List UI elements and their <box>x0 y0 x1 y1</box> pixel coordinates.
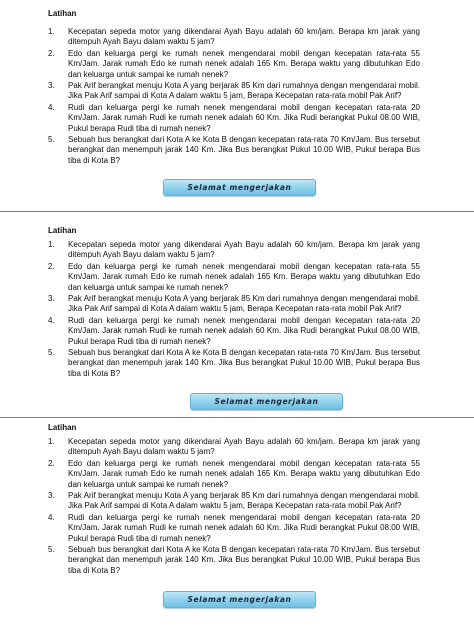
question-text: Pak Arif berangkat menuju Kota A yang berjarak 85 Km dari rumahnya dengan mengendarai mobil. Jika Pak Arif sampai di Kota A dalam waktu 5 jam, Berapa Kecepatan rata-rata mobil Pak Arif? <box>68 294 420 314</box>
question-item <box>48 545 420 576</box>
question-number: 2. <box>48 261 55 271</box>
question-text: Rudi dan keluarga pergi ke rumah nenek mengendarai mobil dengan kecepatan rata-rata 20 Km/Jam. Jarak rumah Rudi ke rumah nenek adalah 60 Km. Jika Rudi berangkat Pukul 08.00 WIB, Pukul berapa Rudi tiba di rumah nenek? <box>68 315 420 346</box>
question-number: 4. <box>48 102 55 112</box>
question-text: Edo dan keluarga pergi ke rumah nenek mengendarai mobil dengan kecepatan rata-rata 55 Km/Jam. Jarak rumah Edo ke rumah nenek adalah 165 Km. Berapa waktu yang dibutuhkan Edo dan keluarga untuk sampai ke rumah nenek? <box>68 458 420 489</box>
closing-banner <box>163 591 316 608</box>
worksheet-title: Latihan <box>48 226 77 235</box>
question-text: Kecepatan sepeda motor yang dikendarai Ayah Bayu adalah 60 km/jam. Berapa km jarak yang ditempuh Ayah Bayu dalam waktu 5 jam? <box>68 240 420 260</box>
question-text: Pak Arif berangkat menuju Kota A yang berjarak 85 Km dari rumahnya dengan mengendarai mobil. Jika Pak Arif sampai di Kota A dalam waktu 5 jam, Berapa Kecepatan rata-rata mobil Pak Arif? <box>68 491 420 511</box>
question-item <box>48 262 420 293</box>
question-number: 5. <box>48 348 55 358</box>
question-number: 4. <box>48 512 55 522</box>
question-number: 3. <box>48 81 55 91</box>
question-text: Sebuah bus berangkat dari Kota A ke Kota B dengan kecepatan rata-rata 70 Km/Jam. Bus tersebut berangkat dan menempuh jarak 140 Km. Jika Bus berangkat Pukul 10.00 WIB, Pukul berapa Bus tiba di Kota B? <box>68 348 420 378</box>
question-item <box>48 135 420 166</box>
question-number: 4. <box>48 315 55 325</box>
question-text: Edo dan keluarga pergi ke rumah nenek mengendarai mobil dengan kecepatan rata-rata 55 Km/Jam. Jarak rumah Edo ke rumah nenek adalah 165 Km. Berapa waktu yang dibutuhkan Edo dan keluarga untuk sampai ke rumah nenek? <box>68 48 420 79</box>
question-list <box>48 27 420 166</box>
question-item <box>48 81 420 102</box>
question-text: Kecepatan sepeda motor yang dikendarai Ayah Bayu adalah 60 km/jam. Berapa km jarak yang ditempuh Ayah Bayu dalam waktu 5 jam? <box>68 437 420 457</box>
question-number: 5. <box>48 545 55 555</box>
question-item <box>48 316 420 347</box>
closing-banner-text: Selamat mengerjakan <box>187 595 292 604</box>
page-divider <box>0 211 474 212</box>
question-text: Sebuah bus berangkat dari Kota A ke Kota B dengan kecepatan rata-rata 70 Km/Jam. Bus tersebut berangkat dan menempuh jarak 140 Km. Jika Bus berangkat Pukul 10.00 WIB, Pukul berapa Bus tiba di Kota B? <box>68 135 420 165</box>
question-item <box>48 513 420 544</box>
question-item <box>48 294 420 315</box>
worksheet-title: Latihan <box>48 423 77 432</box>
question-text: Pak Arif berangkat menuju Kota A yang berjarak 85 Km dari rumahnya dengan mengendarai mobil. Jika Pak Arif sampai di Kota A dalam waktu 5 jam, Berapa Kecepatan rata-rata mobil Pak Arif? <box>68 81 420 101</box>
question-item <box>48 240 420 261</box>
question-text: Sebuah bus berangkat dari Kota A ke Kota B dengan kecepatan rata-rata 70 Km/Jam. Bus tersebut berangkat dan menempuh jarak 140 Km. Jika Bus berangkat Pukul 10.00 WIB, Pukul berapa Bus tiba di Kota B? <box>68 545 420 575</box>
question-item <box>48 491 420 512</box>
question-number: 2. <box>48 458 55 468</box>
closing-banner <box>190 393 343 410</box>
question-text: Rudi dan keluarga pergi ke rumah nenek mengendarai mobil dengan kecepatan rata-rata 20 Km/Jam. Jarak rumah Rudi ke rumah nenek adalah 60 Km. Jika Rudi berangkat Pukul 08.00 WIB, Pukul berapa Rudi tiba di rumah nenek? <box>68 512 420 543</box>
question-number: 5. <box>48 135 55 145</box>
closing-banner-text: Selamat mengerjakan <box>214 397 319 406</box>
question-number: 3. <box>48 491 55 501</box>
question-text: Rudi dan keluarga pergi ke rumah nenek mengendarai mobil dengan kecepatan rata-rata 20 Km/Jam. Jarak rumah Rudi ke rumah nenek adalah 60 Km. Jika Rudi berangkat Pukul 08.00 WIB, Pukul berapa Rudi tiba di rumah nenek? <box>68 102 420 133</box>
question-number: 3. <box>48 294 55 304</box>
question-number: 1. <box>48 27 55 36</box>
question-item <box>48 103 420 134</box>
question-number: 1. <box>48 240 55 249</box>
question-item <box>48 49 420 80</box>
question-text: Edo dan keluarga pergi ke rumah nenek mengendarai mobil dengan kecepatan rata-rata 55 Km/Jam. Jarak rumah Edo ke rumah nenek adalah 165 Km. Berapa waktu yang dibutuhkan Edo dan keluarga untuk sampai ke rumah nenek? <box>68 261 420 292</box>
question-list <box>48 437 420 576</box>
question-text: Kecepatan sepeda motor yang dikendarai Ayah Bayu adalah 60 km/jam. Berapa km jarak yang ditempuh Ayah Bayu dalam waktu 5 jam? <box>68 27 420 47</box>
question-item <box>48 348 420 379</box>
question-number: 2. <box>48 48 55 58</box>
question-item <box>48 437 420 458</box>
question-item <box>48 27 420 48</box>
page-divider <box>0 417 474 418</box>
question-item <box>48 459 420 490</box>
question-list <box>48 240 420 379</box>
question-number: 1. <box>48 437 55 446</box>
worksheet-title: Latihan <box>48 9 77 18</box>
closing-banner <box>163 179 316 196</box>
closing-banner-text: Selamat mengerjakan <box>187 183 292 192</box>
